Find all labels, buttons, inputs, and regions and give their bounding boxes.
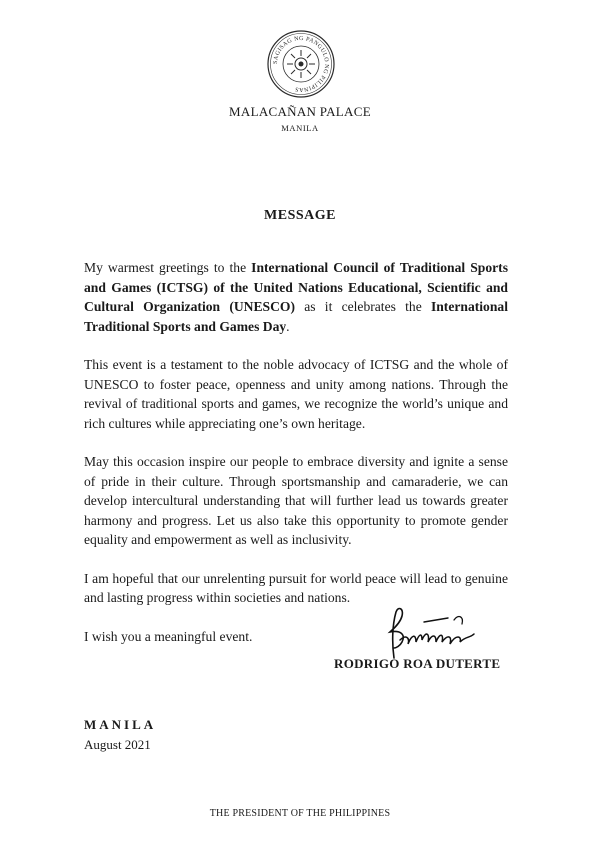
paragraph-4: I am hopeful that our unrelenting pursuit for world peace will lead to genuine and lasting progress within societies and nations. — [84, 570, 508, 605]
p1-text-3: . — [286, 318, 290, 334]
p1-text-2: as it celebrates the — [295, 299, 431, 314]
message-title: MESSAGE — [264, 208, 336, 223]
p1-bold-1: International Council of Traditional Sports and Games (ICTSG) of the United Nations Educational, Scientific and Cultural Organization (UNESCO) — [84, 260, 509, 314]
palace-city: MANILA — [281, 123, 319, 133]
presidential-seal — [265, 28, 337, 100]
paragraph-1 — [84, 258, 508, 336]
paragraph-3: May this occasion inspire our people to embrace diversity and ignite a sense of pride in their culture. Through sportsmanship and camaraderie, we can develop intercultural understanding that will further lead us towards greater harmony and progress. Let us also take this opportunity to promote gender equality and empowerment as well as inclusivity. — [84, 454, 508, 547]
seal-text: SAGISAG NG PANGULO NG PILIPINAS — [272, 35, 330, 93]
palace-name: MALACAÑAN PALACE — [229, 104, 371, 119]
footer-title: THE PRESIDENT OF THE PHILIPPINES — [209, 808, 391, 819]
p1-text-1: My warmest greetings to the — [84, 260, 252, 275]
signatory-name: RODRIGO ROA DUTERTE — [334, 656, 501, 671]
p1-bold-2: International Traditional Sports and Games Day — [84, 299, 508, 334]
seal-emblem-icon — [265, 28, 337, 100]
paragraph-5: I wish you a meaningful event. — [84, 628, 253, 644]
letter-date: August 2021 — [84, 737, 151, 752]
letter-place: MANILA — [84, 717, 157, 732]
paragraph-2: This event is a testament to the noble advocacy of ICTSG and the whole of UNESCO to foster peace, openness and unity among nations. Through the revival of traditional sports and games, we recognize the world’s unique and rich cultures while appreciating one’s own heritage. — [84, 357, 508, 431]
